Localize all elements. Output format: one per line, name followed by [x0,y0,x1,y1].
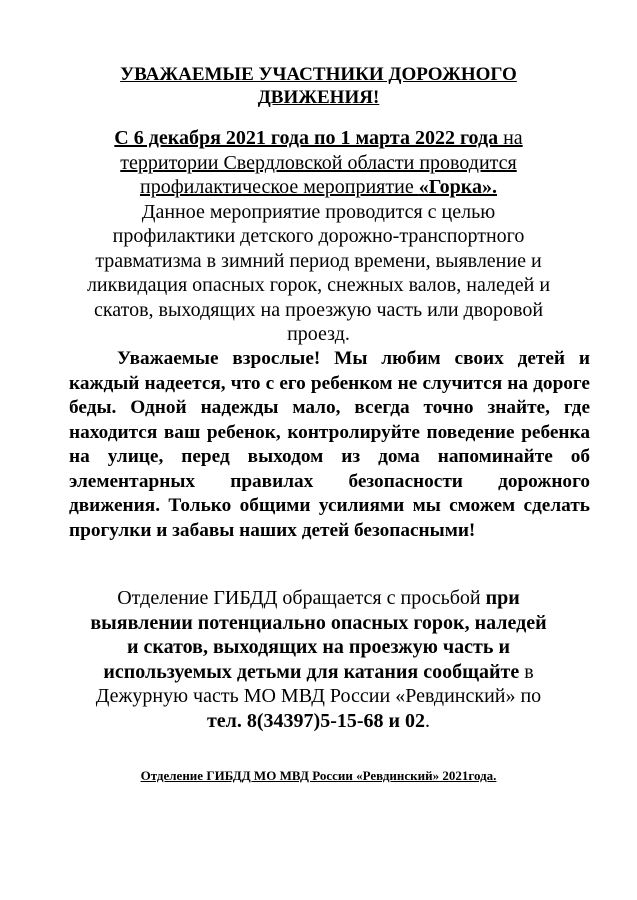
intro-line-2: территории Свердловской области проводится [120,151,517,174]
intro-line-1 [58,126,579,151]
appeal-line-1-bold: при [485,587,520,609]
event-name: «Горка». [418,176,498,198]
appeal-line-1-pre: Отделение ГИБДД обращается с просьбой [117,587,486,609]
intro-line-7: ликвидация опасных горок, снежных валов, наледей и [86,274,551,296]
appeal-line-2: выявлении потенциально опасных горок, наледей [90,611,547,634]
intro-paragraph [58,126,579,347]
appeal-line-4-bold: используемых детьми для катания сообщайте [103,660,520,683]
intro-line-5: профилактики детского дорожно-транспортного [112,225,525,247]
appeal-line-4 [60,660,577,685]
footer-signature: Отделение ГИБДД МО МВД России «Ревдинский» 2021года. [140,768,497,783]
intro-line-3 [58,175,579,200]
appeal-line-4-rest: в [519,660,534,683]
appeal-line-1 [60,586,577,611]
intro-line-9: проезд. [287,323,350,345]
intro-line-4: Данное мероприятие проводится с целью [141,200,496,223]
adults-paragraph-text: Уважаемые взрослые! Мы любим своих детей и каждый надеется, что с его ребенком не случится на дороге беды. Одной надежды мало, всегда точно знайте, где находится ваш ребенок, контролируйте поведение ребенка на улице, перед выходом из дома напоминайте об элементарных правилах безопасности дорожного движения. Только общими усилиями мы сможем сделать прогулки и забавы наших детей безопасными! [69,348,590,541]
adults-paragraph [69,347,590,543]
appeal-line-5: Дежурную часть МО МВД России «Ревдинский» по [95,685,542,707]
title-line-2: ДВИЖЕНИЯ! [257,87,380,108]
intro-line-3-pre: профилактическое мероприятие [139,176,419,198]
title-line-1: УВАЖАЕМЫЕ УЧАСТНИКИ ДОРОЖНОГО [120,64,517,85]
notice-title [60,63,577,109]
intro-line-1-rest: на [498,127,523,149]
intro-line-8: скатов, выходящих на проезжую часть или дворовой [93,298,544,321]
intro-line-6: травматизма в зимний период времени, выявление и [95,249,542,272]
appeal-phone-line [60,709,577,734]
phone-end: . [425,709,431,732]
appeal-paragraph [60,586,577,733]
appeal-line-3: и скатов, выходящих на проезжую часть и [127,636,510,658]
campaign-dates: С 6 декабря 2021 года по 1 марта 2022 года [114,127,499,149]
phone-number: тел. 8(34397)5-15-68 и 02 [206,709,426,732]
